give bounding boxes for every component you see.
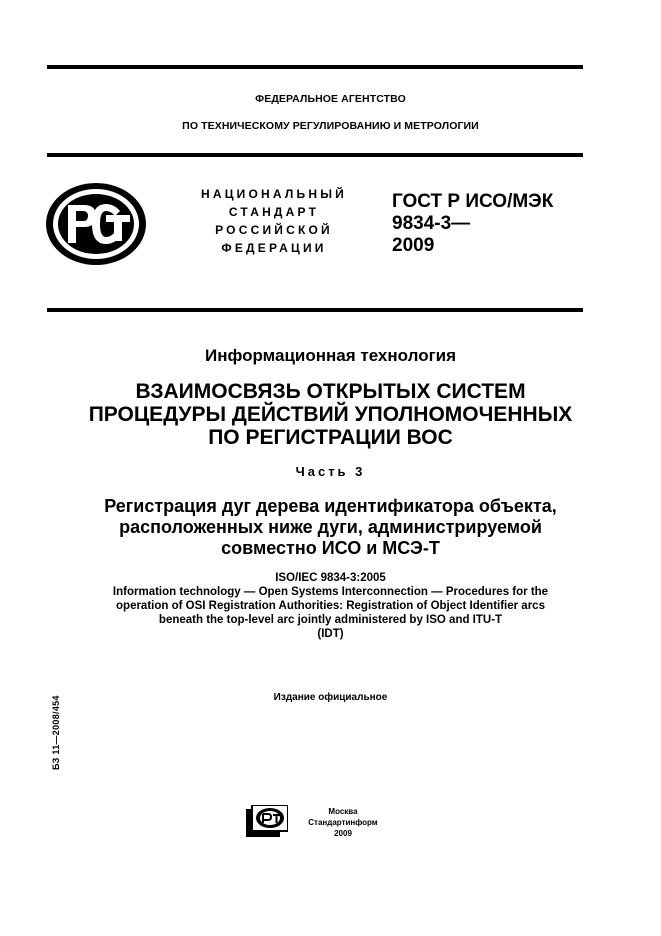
main-title (0, 380, 661, 449)
designation-line-2: 9834-3— (392, 213, 471, 234)
agency-line-2: ПО ТЕХНИЧЕСКОМУ РЕГУЛИРОВАНИЮ И МЕТРОЛОГИИ (182, 120, 479, 132)
agency-line-1: ФЕДЕРАЛЬНОЕ АГЕНТСТВО (255, 93, 406, 105)
gost-r-seal-icon (44, 181, 148, 267)
publisher-name: Стандартинформ (308, 818, 378, 827)
part-title-line-2: расположенных ниже дуги, администрируемой (119, 517, 542, 537)
english-title-line-1: Information technology — Open Systems Interconnection — Procedures for the (112, 586, 549, 598)
main-title-line-1: ВЗАИМОСВЯЗЬ ОТКРЫТЫХ СИСТЕМ (135, 380, 526, 403)
english-title-line-2: operation of OSI Registration Authorities: Registration of Object Identifier arcs (116, 600, 545, 612)
equivalence-mark: (IDT) (317, 628, 344, 640)
national-standard-line-4: ФЕДЕРАЦИИ (221, 241, 327, 255)
publisher-info (298, 806, 388, 839)
designation-line-1: ГОСТ Р ИСО/МЭК (392, 191, 554, 212)
edition-note: Издание официальное (273, 692, 388, 703)
part-title-line-3: совместно ИСО и МСЭ-Т (221, 538, 440, 558)
designation-line-3: 2009 (392, 235, 435, 256)
subtitle: Информационная технология (204, 346, 457, 365)
part-number: Часть 3 (295, 464, 366, 479)
title-rule (47, 308, 583, 312)
national-standard-line-2: СТАНДАРТ (228, 205, 320, 219)
main-title-line-3: ПО РЕГИСТРАЦИИ ВОС (208, 426, 453, 449)
national-standard-line-3: РОССИЙСКОЙ (215, 223, 333, 237)
english-title-line-3: beneath the top-level arc jointly administered by ISO and ITU-T (158, 614, 503, 626)
iso-code: ISO/IEC 9834-3:2005 (275, 572, 386, 584)
header-rule (47, 153, 583, 157)
side-catalog-note: БЗ 11—2008/454 (51, 695, 61, 770)
national-standard-line-1: НАЦИОНАЛЬНЫЙ (200, 187, 348, 201)
standard-designation (392, 191, 553, 257)
standartinform-logo-icon (246, 805, 288, 837)
part-title (0, 496, 661, 559)
main-title-line-2: ПРОЦЕДУРЫ ДЕЙСТВИЙ УПОЛНОМОЧЕННЫХ (88, 403, 573, 426)
national-standard-label (190, 185, 358, 257)
part-title-line-1: Регистрация дуг дерева идентификатора объекта, (104, 496, 557, 516)
international-reference (0, 571, 661, 641)
publisher-city: Москва (328, 807, 358, 816)
publisher-year: 2009 (334, 829, 352, 838)
top-rule (47, 65, 583, 69)
